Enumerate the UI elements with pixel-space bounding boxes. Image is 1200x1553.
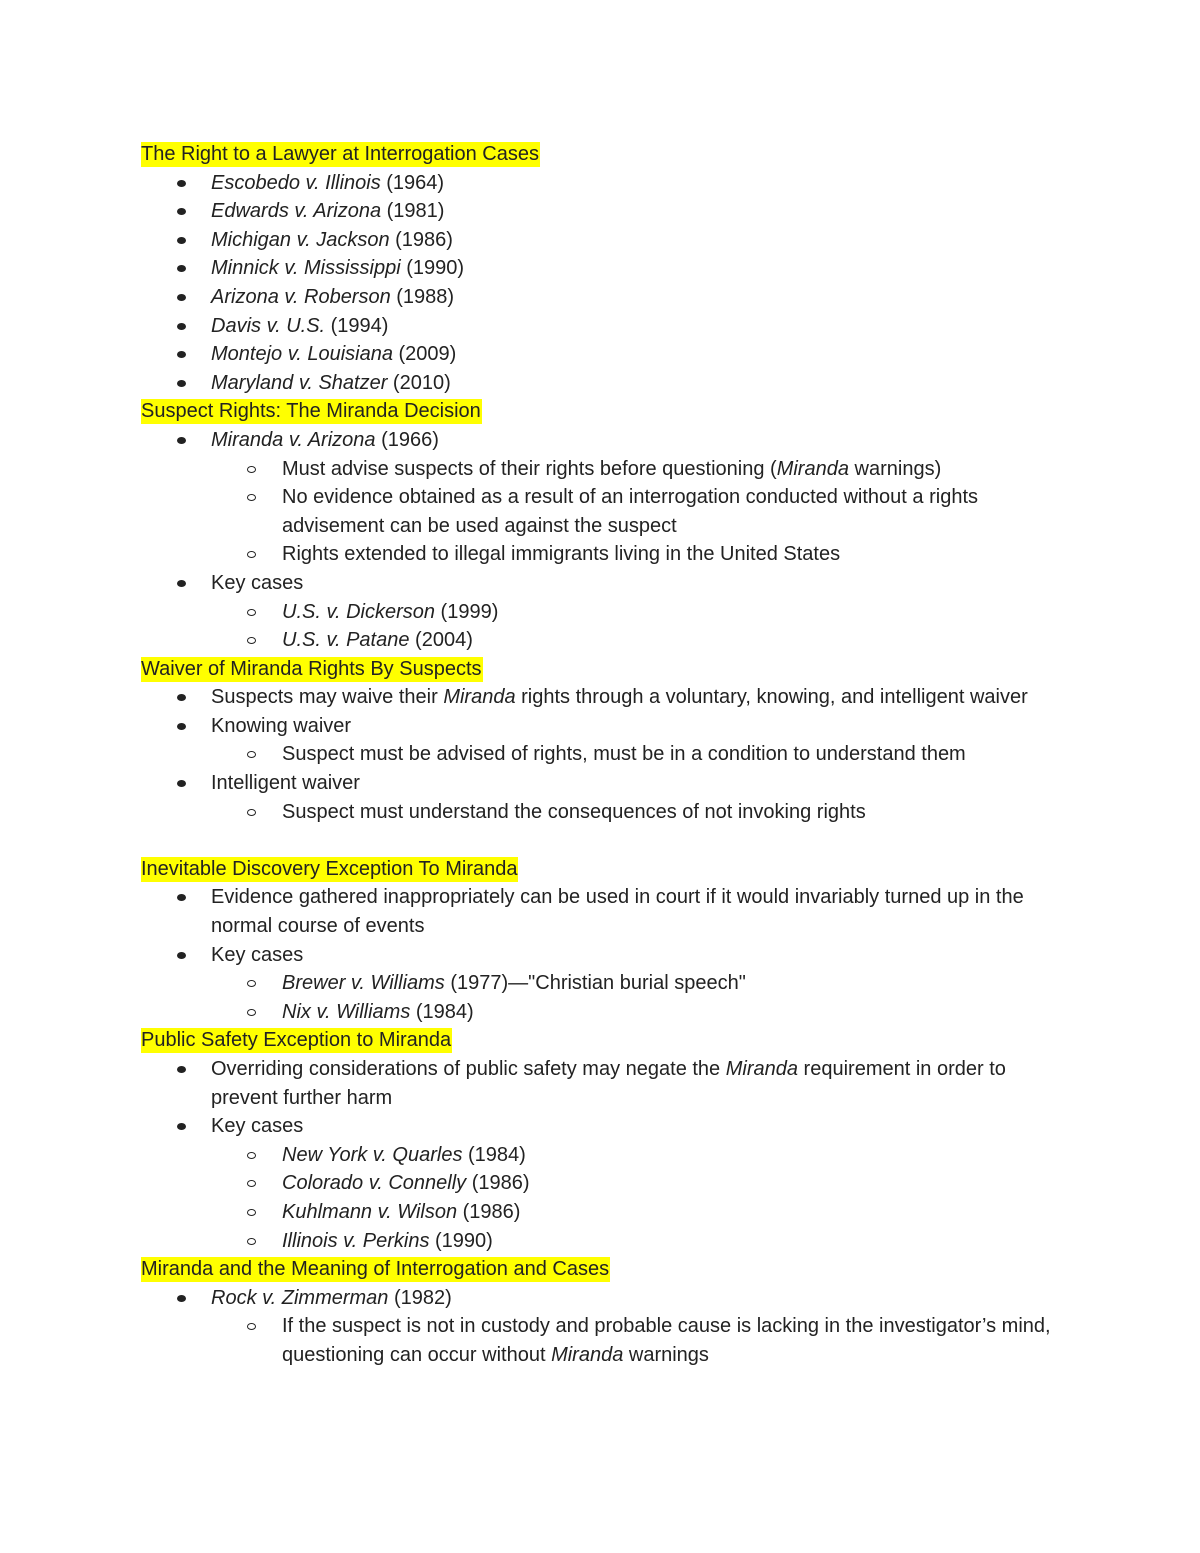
list-item: Minnick v. Mississippi (1990)	[141, 254, 1061, 283]
bullet-dot-icon	[177, 323, 186, 330]
bullet-circle-icon	[247, 980, 256, 987]
bullet-circle-icon	[247, 1238, 256, 1245]
bullet-dot-icon	[177, 237, 186, 244]
bullet-circle-icon	[247, 551, 256, 558]
bullet-dot-icon	[177, 1123, 186, 1130]
section-heading-inevitable-discovery: Inevitable Discovery Exception To Miranda	[141, 857, 518, 880]
sub-list-item: Must advise suspects of their rights before questioning (Miranda warnings)	[141, 455, 1061, 484]
bullet-dot-icon	[177, 180, 186, 187]
bullet-dot-icon	[177, 294, 186, 301]
document-body	[141, 140, 1061, 1370]
sub-list-item: No evidence obtained as a result of an interrogation conducted without a rights advisement can be used against the suspect	[141, 483, 1061, 540]
bullet-dot-icon	[177, 1066, 186, 1073]
blank-line	[141, 826, 1061, 855]
sub-list-item: Suspect must understand the consequences of not invoking rights	[141, 798, 1061, 827]
bullet-circle-icon	[247, 637, 256, 644]
list-item: Key cases	[141, 941, 1061, 970]
bullet-circle-icon	[247, 1209, 256, 1216]
section-heading-public-safety: Public Safety Exception to Miranda	[141, 1029, 452, 1052]
list-item: Key cases	[141, 569, 1061, 598]
sub-list-item: Illinois v. Perkins (1990)	[141, 1227, 1061, 1256]
bullet-dot-icon	[177, 437, 186, 444]
list-item: Michigan v. Jackson (1986)	[141, 226, 1061, 255]
sub-list-item: If the suspect is not in custody and probable cause is lacking in the investigator’s mind, questioning can occur without Miranda warnings	[141, 1312, 1061, 1369]
bullet-circle-icon	[247, 809, 256, 816]
bullet-circle-icon	[247, 1009, 256, 1016]
list-item: Arizona v. Roberson (1988)	[141, 283, 1061, 312]
section-heading-right-to-lawyer: The Right to a Lawyer at Interrogation Cases	[141, 143, 539, 165]
bullet-circle-icon	[247, 1180, 256, 1187]
list-item: Rock v. Zimmerman (1982)	[141, 1284, 1061, 1313]
list-item: Evidence gathered inappropriately can be used in court if it would invariably turned up in the normal course of events	[141, 883, 1061, 940]
bullet-circle-icon	[247, 1323, 256, 1330]
sub-list-item: Brewer v. Williams (1977)—"Christian burial speech"	[141, 969, 1061, 998]
sub-list-item: Suspect must be advised of rights, must be in a condition to understand them	[141, 740, 1061, 769]
bullet-circle-icon	[247, 751, 256, 758]
section-heading-meaning-of-interrogation: Miranda and the Meaning of Interrogation and Cases	[141, 1258, 610, 1281]
bullet-dot-icon	[177, 694, 186, 701]
bullet-dot-icon	[177, 894, 186, 901]
bullet-dot-icon	[177, 580, 186, 587]
bullet-dot-icon	[177, 208, 186, 215]
list-item: Knowing waiver	[141, 712, 1061, 741]
bullet-dot-icon	[177, 351, 186, 358]
list-item: Suspects may waive their Miranda rights through a voluntary, knowing, and intelligent waiver	[141, 683, 1061, 712]
list-item: Escobedo v. Illinois (1964)	[141, 169, 1061, 198]
section-heading-miranda-decision: Suspect Rights: The Miranda Decision	[141, 400, 481, 423]
list-item: Overriding considerations of public safety may negate the Miranda requirement in order to prevent further harm	[141, 1055, 1061, 1112]
bullet-dot-icon	[177, 380, 186, 387]
list-item: Davis v. U.S. (1994)	[141, 312, 1061, 341]
bullet-dot-icon	[177, 265, 186, 272]
section-heading-waiver: Waiver of Miranda Rights By Suspects	[141, 657, 482, 680]
bullet-circle-icon	[247, 466, 256, 473]
sub-list-item: Colorado v. Connelly (1986)	[141, 1169, 1061, 1198]
bullet-dot-icon	[177, 723, 186, 730]
list-item: Edwards v. Arizona (1981)	[141, 197, 1061, 226]
bullet-dot-icon	[177, 1295, 186, 1302]
bullet-circle-icon	[247, 494, 256, 501]
bullet-dot-icon	[177, 780, 186, 787]
sub-list-item: Nix v. Williams (1984)	[141, 998, 1061, 1027]
sub-list-item: U.S. v. Dickerson (1999)	[141, 598, 1061, 627]
bullet-circle-icon	[247, 609, 256, 616]
sub-list-item: Rights extended to illegal immigrants living in the United States	[141, 540, 1061, 569]
list-item: Key cases	[141, 1112, 1061, 1141]
list-item: Maryland v. Shatzer (2010)	[141, 369, 1061, 398]
bullet-dot-icon	[177, 952, 186, 959]
list-item: Montejo v. Louisiana (2009)	[141, 340, 1061, 369]
bullet-circle-icon	[247, 1152, 256, 1159]
list-item: Intelligent waiver	[141, 769, 1061, 798]
list-item: Miranda v. Arizona (1966)	[141, 426, 1061, 455]
sub-list-item: Kuhlmann v. Wilson (1986)	[141, 1198, 1061, 1227]
sub-list-item: U.S. v. Patane (2004)	[141, 626, 1061, 655]
sub-list-item: New York v. Quarles (1984)	[141, 1141, 1061, 1170]
